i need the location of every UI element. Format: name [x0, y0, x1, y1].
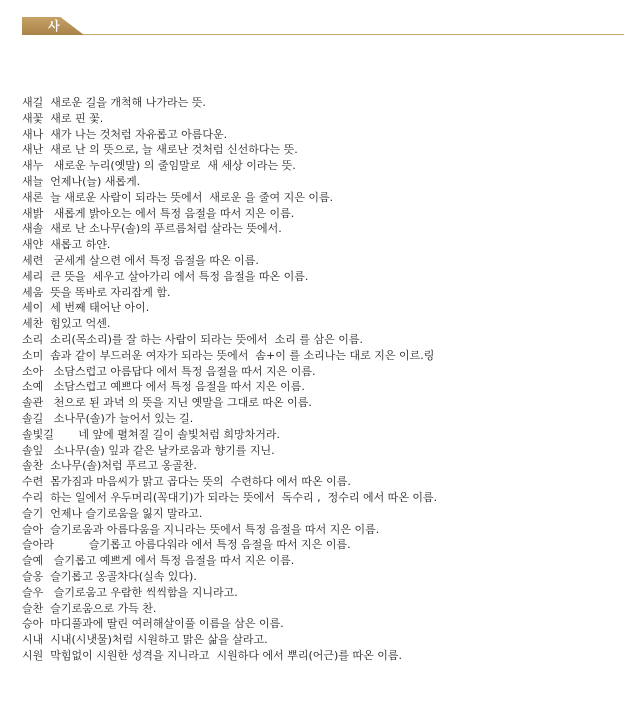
name-entry: 소리 소리(목소리)를 잘 하는 사람이 되라는 뜻에서 소리 를 삼은 이름.	[22, 332, 363, 346]
name-entry: 새론 늘 새로운 사람이 되라는 뜻에서 새로운 을 줄여 지은 이름.	[22, 190, 334, 204]
section-tab-label: 사	[48, 19, 60, 33]
name-entry: 새얀 새롭고 하얀.	[22, 238, 111, 252]
name-entry: 시내 시내(시냇물)처럼 시원하고 맑은 삶을 살라고.	[22, 633, 268, 647]
name-entry: 새꽃 새로 핀 꽃.	[22, 111, 104, 125]
section-header	[22, 17, 624, 35]
name-entry: 새나 새가 나는 것처럼 자유롭고 아름다운.	[22, 127, 228, 141]
name-entry: 솔관 천으로 된 과녁 의 뜻을 지닌 옛말을 그대로 따온 이름.	[22, 396, 312, 410]
name-entry: 새누 새로운 누리(옛말) 의 줄임말로 새 세상 이라는 뜻.	[22, 159, 296, 173]
name-entry: 솔빛길 네 앞에 펼쳐질 길이 솔빛처럼 희망차거라.	[22, 427, 280, 441]
name-entry-list	[22, 95, 622, 664]
name-entry: 새늘 언제나(늘) 새롭게.	[22, 174, 141, 188]
name-entry: 슬옹 슬기롭고 옹골차다(실속 있다).	[22, 569, 197, 583]
name-entry: 수리 하는 일에서 우두머리(꼭대기)가 되라는 뜻에서 독수리 , 정수리 에서 따온 이름.	[22, 490, 438, 504]
name-entry: 세련 굳세게 살으련 에서 특정 음절을 따온 이름.	[22, 253, 259, 267]
name-entry: 새난 새로 난 의 뜻으로, 늘 새로난 것처럼 신선하다는 뜻.	[22, 143, 298, 157]
name-entry: 새밝 새롭게 밝아오는 에서 특정 음절을 따서 지은 이름.	[22, 206, 295, 220]
name-entry: 슬예 슬기롭고 예쁘게 에서 특정 음절을 따서 지은 이름.	[22, 554, 295, 568]
name-entry: 슬아 슬기로움과 아름다움을 지니라는 뜻에서 특정 음절을 따서 지은 이름.	[22, 522, 380, 536]
name-entry: 솔잎 소나무(솔) 잎과 같은 날카로움과 향기를 지닌.	[22, 443, 275, 457]
name-entry: 소미 솜과 같이 부드러운 여자가 되라는 뜻에서 솜+이 를 소리나는 대로 지은 이르.링	[22, 348, 435, 362]
name-entry: 수련 몸가짐과 마음씨가 맑고 곱다는 뜻의 수련하다 에서 따온 이름.	[22, 475, 351, 489]
name-entry: 슬찬 슬기로움으로 가득 찬.	[22, 601, 157, 615]
header-rule	[22, 34, 624, 35]
name-entry: 세찬 힘있고 억센.	[22, 317, 111, 331]
name-entry: 솔길 소나무(솔)가 늘어서 있는 길.	[22, 411, 194, 425]
name-entry: 소예 소담스럽고 예쁘다 에서 특정 음절을 따서 지은 이름.	[22, 380, 305, 394]
name-entry: 솔찬 소나무(솔)처럼 푸르고 옹골찬.	[22, 459, 197, 473]
name-entry: 새길 새로운 길을 개척해 나가라는 뜻.	[22, 96, 206, 109]
name-entry: 승아 마디풀과에 딸린 여러해살이풀 이름을 삼은 이름.	[22, 617, 284, 631]
name-entry: 슬우 슬기로움고 우람한 씩씩함을 지니라고.	[22, 585, 238, 599]
name-entry: 세움 뜻을 똑바로 자리잡게 함.	[22, 285, 171, 299]
name-entry: 슬아라 슬기롭고 아름다워라 에서 특정 음절을 따서 지은 이름.	[22, 538, 351, 552]
name-entry: 새솔 새로 난 소나무(솔)의 푸르름처럼 살라는 뜻에서.	[22, 222, 282, 236]
name-entry: 슬기 언제나 슬기로움을 잃지 말라고.	[22, 506, 203, 520]
name-entry: 세리 큰 뜻을 세우고 살아가리 에서 특정 음절을 따온 이름.	[22, 269, 309, 283]
name-entry: 시원 막힘없이 시원한 성격을 지니라고 시원하다 에서 뿌리(어근)를 따온 이름.	[22, 648, 402, 662]
name-entry: 소아 소담스럽고 아름답다 에서 특정 음절을 따서 지은 이름.	[22, 364, 316, 378]
name-entry: 세이 세 번째 태어난 아이.	[22, 301, 150, 315]
